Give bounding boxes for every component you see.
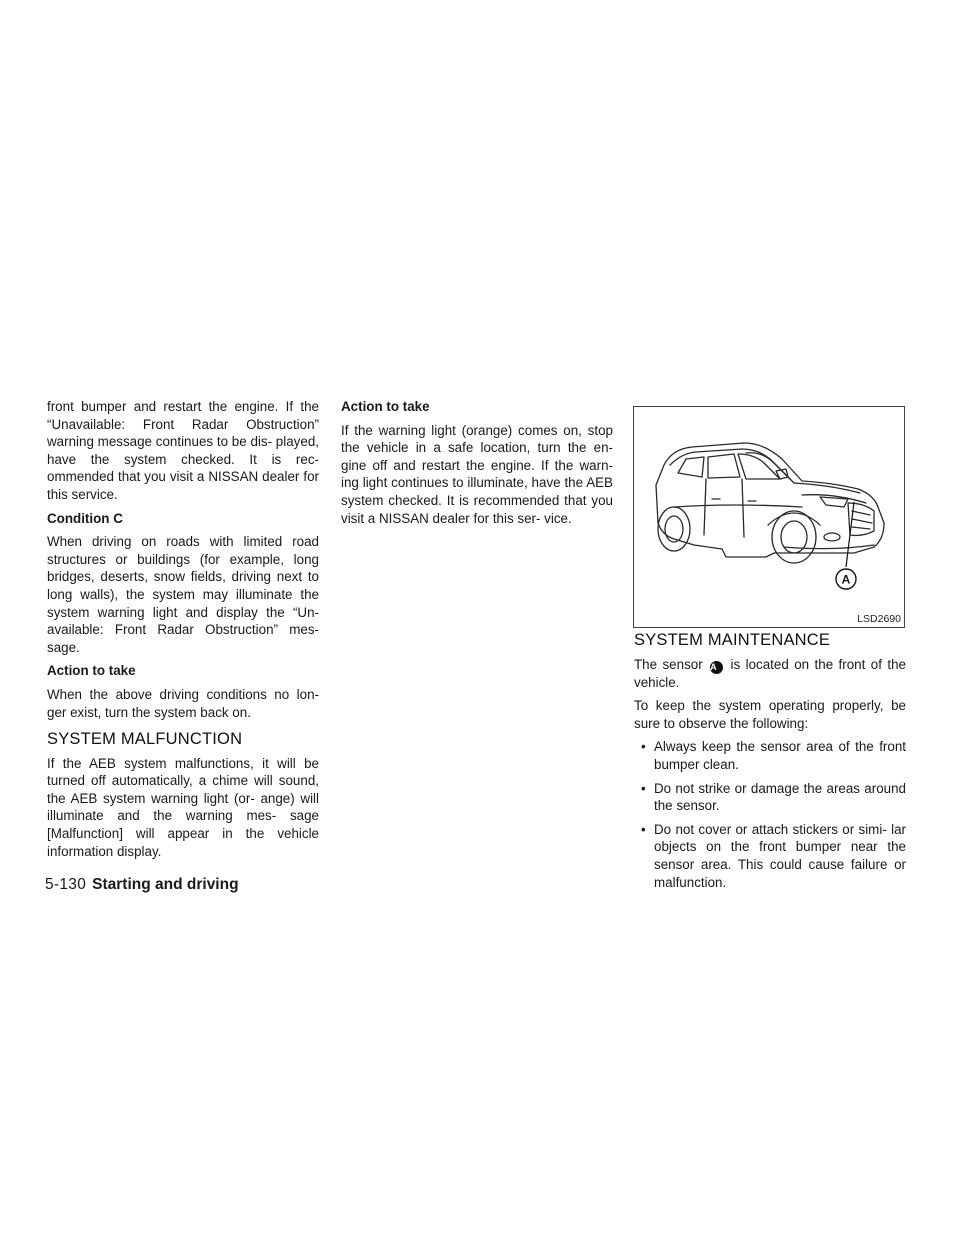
list-item: • Do not strike or damage the areas around the sensor. bbox=[641, 780, 906, 814]
callout-label: A bbox=[841, 572, 851, 587]
action-heading: Action to take bbox=[47, 663, 136, 679]
list-item: • Do not cover or attach stickers or simi- lar objects on the front bumper near the sensor area. This could cause failure or malfunction. bbox=[641, 821, 906, 890]
paragraph-observe: To keep the system operating properly, be sure to observe the following: bbox=[634, 698, 906, 731]
middle-column bbox=[341, 398, 613, 533]
system-malfunction-heading: SYSTEM MALFUNCTION bbox=[47, 730, 243, 749]
bullet-icon: • bbox=[641, 780, 646, 796]
paragraph-warning-light: If the warning light (orange) comes on, stop the vehicle in a safe location, turn the en- gine off and restart the engine. If the warn- ing light continues to illuminate, have the AEB system checked. It is recommended that you visit a NISSAN dealer for this ser- vice. bbox=[341, 422, 613, 526]
system-maintenance-heading: SYSTEM MAINTENANCE bbox=[634, 631, 831, 649]
paragraph-condition-c: When driving on roads with limited road structures or buildings (for example, long bridges, deserts, snow fields, driving next to long walls), the system may illuminate the system warning light and display the “Un- available: Front Radar Obstruction” mes- sage. bbox=[47, 534, 319, 655]
sensor-text-pre: The sensor bbox=[634, 656, 703, 672]
right-column bbox=[634, 632, 906, 897]
paragraph-malfunction: If the AEB system malfunctions, it will be turned off automatically, a chime will sound, the AEB system warning light (or- ange) will illuminate and the warning mes- sage [Malfunction] will appear in the vehicle information display. bbox=[47, 755, 319, 859]
condition-c-heading: Condition C bbox=[47, 510, 123, 526]
action-heading-2: Action to take bbox=[341, 399, 430, 414]
bullet-icon: • bbox=[641, 739, 646, 755]
section-title: Starting and driving bbox=[92, 876, 239, 893]
list-item: • Always keep the sensor area of the front bumper clean. bbox=[641, 739, 906, 772]
maintenance-list bbox=[634, 738, 906, 891]
paragraph-sensor-location bbox=[634, 656, 906, 692]
paragraph-action: When the above driving conditions no lon- ger exist, turn the system back on. bbox=[47, 686, 319, 720]
sensor-marker-icon: A bbox=[710, 661, 723, 674]
page-footer bbox=[45, 876, 239, 894]
left-column bbox=[47, 398, 319, 866]
sensor-text-post: is located on the front of the vehicle. bbox=[634, 656, 906, 690]
paragraph-continuation: front bumper and restart the engine. If the “Unavailable: Front Radar Obstruction” warning message continues to be dis- played, have the system checked. It is rec- ommended that you visit a NISSAN dealer for this service. bbox=[47, 399, 319, 502]
figure-code: LSD2690 bbox=[857, 613, 901, 625]
sensor-location-figure bbox=[633, 406, 905, 628]
page-number: 5-130 bbox=[45, 876, 87, 893]
bullet-icon: • bbox=[641, 821, 646, 837]
callout-line bbox=[846, 502, 854, 567]
car-illustration-icon bbox=[634, 407, 904, 627]
